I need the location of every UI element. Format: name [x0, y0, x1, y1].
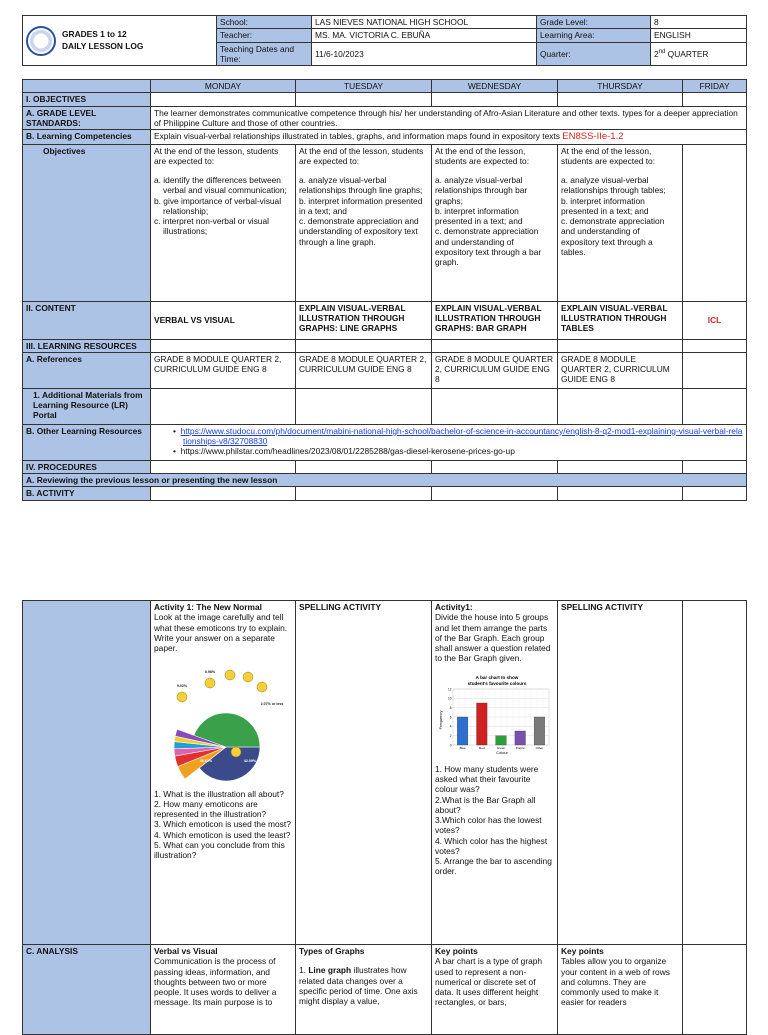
- obj-item: a. analyze visual-verbal relationships through tables;: [561, 175, 666, 196]
- dates-value: 11/6-10/2023: [312, 42, 537, 66]
- activity-label: B. ACTIVITY: [23, 487, 151, 500]
- question-item: 4. Which color has the highest votes?: [435, 835, 548, 856]
- analysis-monday-title: Verbal vs Visual: [154, 946, 218, 956]
- quarter-suffix: nd: [658, 48, 666, 55]
- obj-item: c. interpret non-verbal or visual illustrations;: [154, 216, 269, 237]
- empty-cell: [432, 93, 558, 106]
- chart-y-tick-label: 0: [449, 742, 452, 747]
- dates-label: Teaching Dates and Time:: [217, 42, 312, 66]
- obj-item: b. give importance of verbal-visual relationship;: [154, 195, 282, 216]
- chart-bar: [496, 735, 507, 744]
- quarter-number: 2: [654, 48, 659, 59]
- obj-intro: At the end of the lesson, students are expected to:: [561, 145, 656, 166]
- activity-wednesday-intro: Divide the house into 5 groups and let them arrange the parts of the Bar Graph. Each group shall answer a question related to the Bar Graph given.: [435, 612, 551, 664]
- obj-item: a. identify the differences between verbal and visual communication;: [154, 175, 287, 196]
- chart-y-tick-label: 12: [447, 686, 452, 691]
- empty-cell: [558, 93, 683, 106]
- empty-cell: [683, 339, 747, 352]
- obj-item: b. interpret information presented in a text; and: [299, 195, 423, 216]
- quarter-value: [651, 42, 747, 66]
- empty-cell: [558, 388, 683, 424]
- analysis-label: C. ANALYSIS: [23, 945, 151, 1035]
- activity-friday: [683, 601, 747, 945]
- question-item: 1. How many students were asked what their favourite colour was?: [435, 763, 539, 795]
- activity-monday: [151, 601, 296, 945]
- activity-wednesday: [432, 601, 558, 945]
- question-item: 3. Which emoticon is used the most?: [154, 819, 291, 830]
- grade-label: Grade Level:: [537, 16, 651, 29]
- chart-y-tick-label: 2: [449, 733, 452, 738]
- empty-cell: [151, 339, 296, 352]
- empty-cell: [296, 460, 432, 473]
- analysis-wednesday-text: A bar chart is a type of graph used to represent a non-numerical or discrete set of data. It uses different height rectangles, or bars,: [435, 956, 543, 1008]
- emoticon-face-icon: [225, 670, 235, 680]
- activity-label-cell: [23, 601, 151, 945]
- resource-link-studocu[interactable]: https://www.studocu.com/ph/document/mabini-national-high-school/bachelor-of-science-in-accountancy/english-8-q2-mod1-explaining-visual-verbal-relationships-v8/32708830: [180, 425, 743, 447]
- title-line-1: GRADES 1 to 12: [62, 29, 127, 40]
- empty-cell: [683, 487, 747, 500]
- empty-cell: [296, 388, 432, 424]
- activity-monday-questions: [154, 789, 292, 861]
- analysis-thursday-title: Key points: [561, 946, 604, 956]
- proc-a-row: A. Reviewing the previous lesson or presenting the new lesson: [23, 474, 747, 487]
- corner-cell: [23, 80, 151, 93]
- objectives-label: Objectives: [23, 144, 151, 301]
- empty-cell: [296, 339, 432, 352]
- chart-y-axis-label: Frequency: [438, 710, 443, 729]
- resources-heading: III. LEARNING RESOURCES: [23, 339, 151, 352]
- school-value: LAS NIEVES NATIONAL HIGH SCHOOL: [312, 16, 537, 29]
- chart-x-tick-label: Purple: [515, 745, 525, 750]
- empty-cell: [558, 487, 683, 500]
- chart-y-tick-label: 10: [447, 696, 452, 701]
- analysis-thursday: [558, 945, 683, 1035]
- content-friday: ICL: [683, 301, 747, 339]
- empty-cell: [683, 388, 747, 424]
- question-item: 2.What is the Bar Graph all about?: [435, 794, 536, 815]
- chart-y-tick-label: 6: [449, 714, 452, 719]
- chart-bar: [534, 717, 545, 745]
- analysis-monday: [151, 945, 296, 1035]
- empty-cell: [432, 487, 558, 500]
- chart-title-line: student's favourite colours: [467, 680, 527, 686]
- title-line-2: DAILY LESSON LOG: [62, 40, 144, 51]
- objectives-thursday: [558, 144, 683, 301]
- chart-x-tick-label: Blue: [459, 745, 466, 750]
- additional-materials-label: 1. Additional Materials from Learning Resource (LR) Portal: [23, 388, 151, 424]
- lc-text: Explain visual-verbal relationships illustrated in tables, graphs, and information maps found in expository texts: [154, 131, 560, 141]
- procedures-heading: IV. PROCEDURES: [23, 460, 151, 473]
- objectives-friday: [683, 144, 747, 301]
- other-resources-cell: [151, 424, 747, 460]
- empty-cell: [151, 93, 296, 106]
- deped-seal-logo: [26, 26, 56, 56]
- references-tuesday: GRADE 8 MODULE QUARTER 2, CURRICULUM GUIDE ENG 8: [296, 352, 432, 388]
- pie-percent-label: 2.07% or less: [260, 702, 284, 707]
- question-item: 5. Arrange the bar to ascending order.: [435, 856, 552, 877]
- area-value: ENGLISH: [651, 29, 747, 42]
- content-monday: VERBAL VS VISUAL: [151, 301, 296, 339]
- obj-item: c. demonstrate appreciation and understanding of expository text through a tables.: [561, 216, 665, 257]
- chart-y-tick-label: 4: [449, 724, 452, 729]
- day-header-thursday: THURSDAY: [558, 80, 683, 93]
- obj-item: a. analyze visual-verbal relationships through bar graphs;: [435, 175, 528, 206]
- chart-y-tick-label: 8: [449, 705, 452, 710]
- pie-percent-label: 9.02%: [176, 684, 188, 689]
- header-table: [22, 15, 747, 66]
- analysis-wednesday-title: Key points: [435, 946, 478, 956]
- activity-monday-title: Activity 1: The New Normal: [154, 602, 262, 612]
- obj-intro: At the end of the lesson, students are expected to:: [435, 145, 530, 166]
- list-number: 1.: [299, 965, 309, 976]
- references-thursday: GRADE 8 MODULE QUARTER 2, CURRICULUM GUIDE ENG 8: [558, 352, 683, 388]
- empty-cell: [296, 93, 432, 106]
- activity-wednesday-title: Activity1:: [435, 602, 473, 612]
- question-item: 5. What can you conclude from this illustration?: [154, 839, 285, 860]
- empty-cell: [151, 388, 296, 424]
- header-logo-cell: [23, 16, 217, 66]
- question-item: 1. What is the illustration all about?: [154, 788, 284, 799]
- references-monday: GRADE 8 MODULE QUARTER 2, CURRICULUM GUIDE ENG 8: [151, 352, 296, 388]
- chart-x-tick-label: Red: [479, 745, 485, 750]
- empty-cell: [683, 93, 747, 106]
- grade-value: 8: [651, 16, 747, 29]
- activity-tuesday: SPELLING ACTIVITY: [296, 601, 432, 945]
- analysis-friday: [683, 945, 747, 1035]
- resource-link-philstar[interactable]: https://www.philstar.com/headlines/2023/08/01/2285288/gas-diesel-kerosene-prices-go-up: [180, 446, 515, 457]
- obj-item: a. analyze visual-verbal relationships through line graphs;: [299, 175, 423, 196]
- chart-bar: [515, 731, 526, 745]
- emoticon-face-icon: [231, 747, 241, 757]
- quarter-word: QUARTER: [665, 48, 709, 59]
- lc-code: EN8SS-IIe-1.2: [562, 131, 624, 142]
- objectives-monday: [151, 144, 296, 301]
- references-friday: [683, 352, 747, 388]
- emoticon-face-icon: [177, 692, 187, 702]
- question-item: 2. How many emoticons are represented in the illustration?: [154, 798, 267, 819]
- school-label: School:: [217, 16, 312, 29]
- empty-cell: [432, 460, 558, 473]
- emoticon-face-icon: [257, 682, 267, 692]
- obj-intro: At the end of the lesson, students are expected to:: [299, 145, 424, 166]
- resource-link-item: • https://www.studocu.com/ph/document/mabini-national-high-school/bachelor-of-science-in-accountancy/english-8-q2-mod1-explaining-visual-verbal-relationships-v8/32708830: [173, 425, 743, 447]
- obj-item: c. demonstrate appreciation and understanding of expository text through a line graph.: [299, 216, 419, 247]
- emoticon-face-icon: [243, 672, 253, 682]
- day-header-monday: MONDAY: [151, 80, 296, 93]
- analysis-tuesday-text-block: [299, 965, 428, 1006]
- emoticon-pie-chart: [154, 657, 290, 782]
- lc-text-cell: [151, 130, 747, 145]
- favourite-colours-bar-chart: [435, 674, 553, 756]
- pie-percent-label: 0.98%: [204, 670, 216, 675]
- day-header-wednesday: WEDNESDAY: [432, 80, 558, 93]
- obj-intro: At the end of the lesson, students are expected to:: [154, 145, 279, 166]
- gls-text: The learner demonstrates communicative competence through his/ her understanding of Afro-Asian Literature and other texts. types for a deeper appreciation of Philippine Culture and those of other countries.: [151, 106, 747, 130]
- empty-cell: [151, 460, 296, 473]
- chart-x-axis-label: Colour: [496, 749, 508, 755]
- content-thursday: EXPLAIN VISUAL-VERBAL ILLUSTRATION THROUGH TABLES: [558, 301, 683, 339]
- analysis-thursday-text: Tables allow you to organize your content in a web of rows and columns. They are commonly used to make it easier for readers: [561, 956, 670, 1008]
- content-wednesday: EXPLAIN VISUAL-VERBAL ILLUSTRATION THROUGH GRAPHS: BAR GRAPH: [432, 301, 558, 339]
- lc-label: B. Learning Competencies: [23, 130, 151, 145]
- analysis-monday-text: Communication is the process of passing ideas, information, and thoughts between two or more people. It uses words to deliver a message. Its main purpose is to: [154, 956, 277, 1008]
- obj-item: b. interpret information presented in a text; and: [435, 205, 523, 227]
- chart-title-line: A bar chart to show: [475, 674, 519, 680]
- day-header-tuesday: TUESDAY: [296, 80, 432, 93]
- objectives-tuesday: [296, 144, 432, 301]
- analysis-tuesday-title: Types of Graphs: [299, 946, 365, 956]
- analysis-wednesday: [432, 945, 558, 1035]
- emoticon-face-icon: [205, 678, 215, 688]
- empty-cell: [683, 460, 747, 473]
- obj-item: b. interpret information presented in a text; and: [561, 195, 649, 216]
- empty-cell: [296, 487, 432, 500]
- analysis-tuesday-text: illustrates how related data changes over a specific period of time. One axis might display a value,: [299, 965, 418, 1006]
- teacher-value: MS. MA. VICTORIA C. EBUÑA: [312, 29, 537, 42]
- emoticon-pie-illustration: [154, 657, 292, 784]
- empty-cell: [432, 388, 558, 424]
- question-item: 3.Which color has the lowest votes?: [435, 815, 542, 836]
- empty-cell: [558, 339, 683, 352]
- pie-percent-label: 42.09%: [243, 759, 257, 764]
- empty-cell: [558, 460, 683, 473]
- resource-link-item: • https://www.philstar.com/headlines/2023/08/01/2285288/gas-diesel-kerosene-prices-go-up: [173, 446, 515, 457]
- other-resources-label: B. Other Learning Resources: [23, 424, 151, 460]
- objectives-wednesday: [432, 144, 558, 301]
- lesson-table-page2: [22, 600, 747, 1035]
- chart-x-tick-label: Green: [496, 745, 506, 750]
- activity-wednesday-questions: [435, 764, 554, 877]
- references-wednesday: GRADE 8 MODULE QUARTER 2, CURRICULUM GUIDE ENG 8: [432, 352, 558, 388]
- empty-cell: [151, 487, 296, 500]
- references-label: A. References: [23, 352, 151, 388]
- gls-label: A. GRADE LEVEL STANDARDS:: [23, 106, 151, 130]
- question-item: 4. Which emoticon is used the least?: [154, 829, 291, 840]
- activity-thursday: SPELLING ACTIVITY: [558, 601, 683, 945]
- obj-item: c. demonstrate appreciation and understanding of expository text through a bar graph.: [435, 226, 542, 268]
- empty-cell: [432, 339, 558, 352]
- content-tuesday: EXPLAIN VISUAL-VERBAL ILLUSTRATION THROUGH GRAPHS: LINE GRAPHS: [296, 301, 432, 339]
- activity-monday-intro: Look at the image carefully and tell what these emoticons try to explain. Write your answer on a separate paper.: [154, 612, 288, 653]
- chart-x-tick-label: Other: [535, 745, 544, 750]
- quarter-label: Quarter:: [537, 42, 651, 66]
- log-title: [62, 29, 143, 52]
- chart-bar: [477, 703, 488, 745]
- bar-chart-illustration: [435, 674, 554, 758]
- objectives-heading: I. OBJECTIVES: [23, 93, 151, 106]
- teacher-label: Teacher:: [217, 29, 312, 42]
- pie-percent-label: 36.62%: [199, 759, 213, 764]
- analysis-tuesday: [296, 945, 432, 1035]
- area-label: Learning Area:: [537, 29, 651, 42]
- analysis-tuesday-term: Line graph: [308, 965, 352, 976]
- content-heading: II. CONTENT: [23, 301, 151, 339]
- chart-bar: [457, 717, 468, 745]
- lesson-table-page1: [22, 79, 747, 501]
- day-header-friday: FRIDAY: [683, 80, 747, 93]
